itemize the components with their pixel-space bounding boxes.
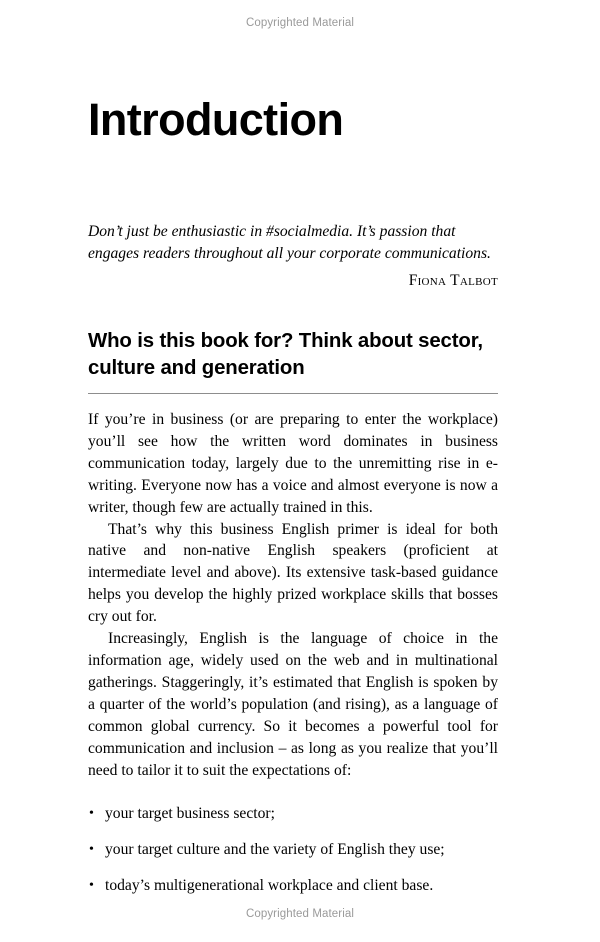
epigraph (88, 142, 498, 292)
chapter-title: Introduction (88, 94, 344, 145)
page-content (88, 0, 498, 897)
list-item (88, 839, 498, 861)
bullet-list (88, 781, 498, 896)
epigraph-attribution: Fiona Talbot (408, 272, 498, 290)
body-paragraph: That’s why this business English primer is ideal for both native and non-native English speakers (proficient at intermediate level and above). Its extensive task-based guidance helps you develop the highly prized workplace skills that bosses cry out for. (88, 520, 498, 626)
list-item-label: your target business sector; (105, 805, 275, 823)
body-paragraph: Increasingly, English is the language of choice in the information age, widely used on the web and in multinational gatherings. Staggeringly, it’s estimated that English is spoken by a quarter of the world’s population (and rising), as a language of common global currency. So it becomes a powerful tool for communication and inclusion – as long as you realize that you’ll need to tailor it to suit the expectations of: (88, 630, 498, 779)
list-item-label: today’s multigenerational workplace and client base. (105, 877, 434, 895)
copyright-watermark-bottom: Copyrighted Material (245, 908, 355, 920)
bullet-icon: • (89, 877, 94, 893)
bullet-icon: • (89, 841, 94, 857)
bullet-icon: • (89, 805, 94, 821)
body-paragraph: If you’re in business (or are preparing to enter the workplace) you’ll see how the written word dominates in business communication today, largely due to the unremitting rise in e-writing. Everyone now has a voice and almost everyone is now a writer, though few are actually trained in this. (88, 411, 498, 516)
copyright-watermark-top: Copyrighted Material (245, 17, 355, 29)
list-item (88, 875, 498, 897)
section-heading: Who is this book for? Think about sector, culture and generation (88, 330, 483, 380)
list-item (88, 803, 498, 825)
epigraph-quote: Don’t just be enthusiastic in #socialmedia. It’s passion that engages readers throughout all your corporate communications. (88, 223, 491, 263)
list-item-label: your target culture and the variety of English they use; (105, 841, 445, 859)
